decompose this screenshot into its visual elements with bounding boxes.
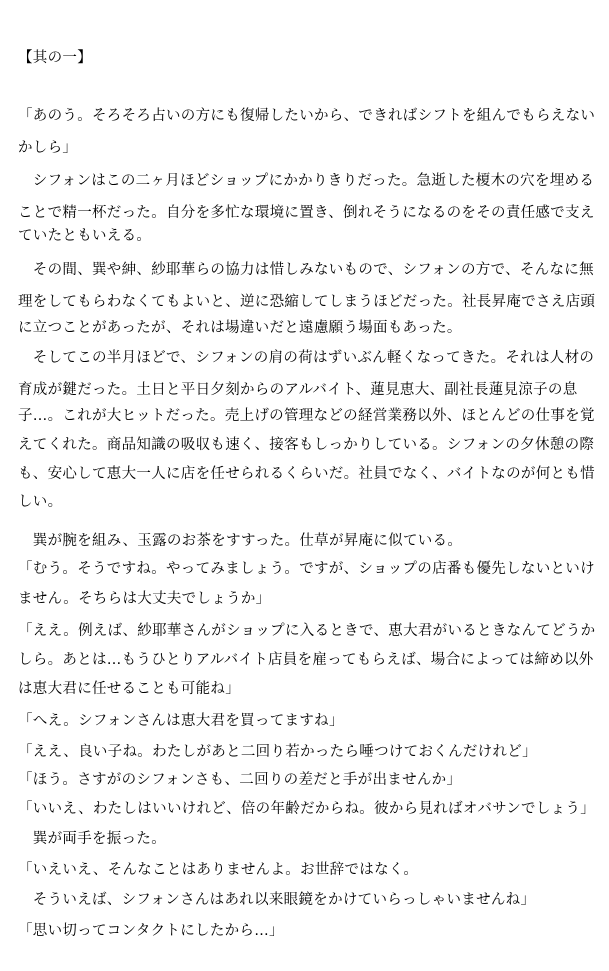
text-line: えてくれた。商品知識の吸収も速く、接客もしっかりしている。シフォンの夕休憩の際 (18, 437, 595, 453)
text-line: ません。そちらは大丈夫でしょうか」 (18, 591, 271, 607)
text-line: 子…。これが大ヒットだった。売上げの管理などの経営業務以外、ほとんどの仕事を覚 (18, 408, 595, 424)
text-line: そしてこの半月ほどで、シフォンの肩の荷はずいぶん軽くなってきた。それは人材の (18, 350, 595, 366)
text-line: 「ええ、良い子ね。わたしがあと二回り若かったら唾つけておくんだけれど」 (18, 744, 537, 760)
text-line: 巽が両手を振った。 (18, 831, 166, 847)
text-line: 育成が鍵だった。土日と平日夕刻からのアルバイト、蓮見恵大、副社長蓮見涼子の息 (18, 382, 578, 398)
text-line: 「いえいえ、そんなことはありませんよ。お世辞ではなく。 (18, 862, 419, 878)
text-line: 「いいえ、わたしはいいけれど、倍の年齢だからね。彼から見ればオバサンでしょう」 (18, 801, 596, 817)
text-line: 「へえ。シフォンさんは恵大君を買ってますね」 (18, 713, 344, 729)
text-line: その間、巽や紳、紗耶華らの協力は惜しみないもので、シフォンの方で、そんなに無 (18, 262, 594, 278)
text-line: も、安心して恵大一人に店を任せられるくらいだ。社員でなく、バイトなのが何とも惜 (18, 466, 595, 482)
section-heading: 【其の一】 (18, 50, 92, 66)
text-line: 「あのう。そろそろ占いの方にも復帰したいから、できればシフトを組んでもらえない (18, 108, 596, 124)
text-line: ことで精一杯だった。自分を多忙な環境に置き、倒れそうになるのをその責任感で支え (18, 205, 595, 221)
text-line: シフォンはこの二ヶ月ほどショップにかかりきりだった。急逝した榎木の穴を埋める (18, 173, 595, 189)
text-line: に立つことがあったが、それは場違いだと遠慮願う場面もあった。 (18, 320, 462, 336)
text-line: そういえば、シフォンさんはあれ以来眼鏡をかけていらっしゃいませんね」 (18, 892, 536, 908)
text-line: 「ええ。例えば、紗耶華さんがショップに入るときで、恵大君がいるときなんてどうか (18, 623, 596, 639)
text-line: しら。あとは…もうひとりアルバイト店員を雇ってもらえば、場合によっては締め以外 (18, 652, 594, 668)
text-line: 「ほう。さすがのシフォンさも、二回りの差だと手が出ませんか」 (18, 772, 462, 788)
text-line: かしら」 (18, 140, 78, 156)
text-line: 巽が腕を組み、玉露のお茶をすすった。仕草が昇庵に似ている。 (18, 533, 463, 549)
text-line: しい。 (18, 494, 63, 510)
text-line: は恵大君に任せることも可能ね」 (18, 681, 240, 697)
text-line: 理をしてもらわなくてもよいと、逆に恐縮してしまうほどだった。社長昇庵でさえ店頭 (18, 294, 596, 310)
text-line: 「思い切ってコンタクトにしたから…」 (18, 923, 284, 939)
text-line: ていたともいえる。 (18, 228, 152, 244)
text-line: 「むう。そうですね。やってみましょう。ですが、ショップの店番も優先しないといけ (18, 561, 595, 577)
